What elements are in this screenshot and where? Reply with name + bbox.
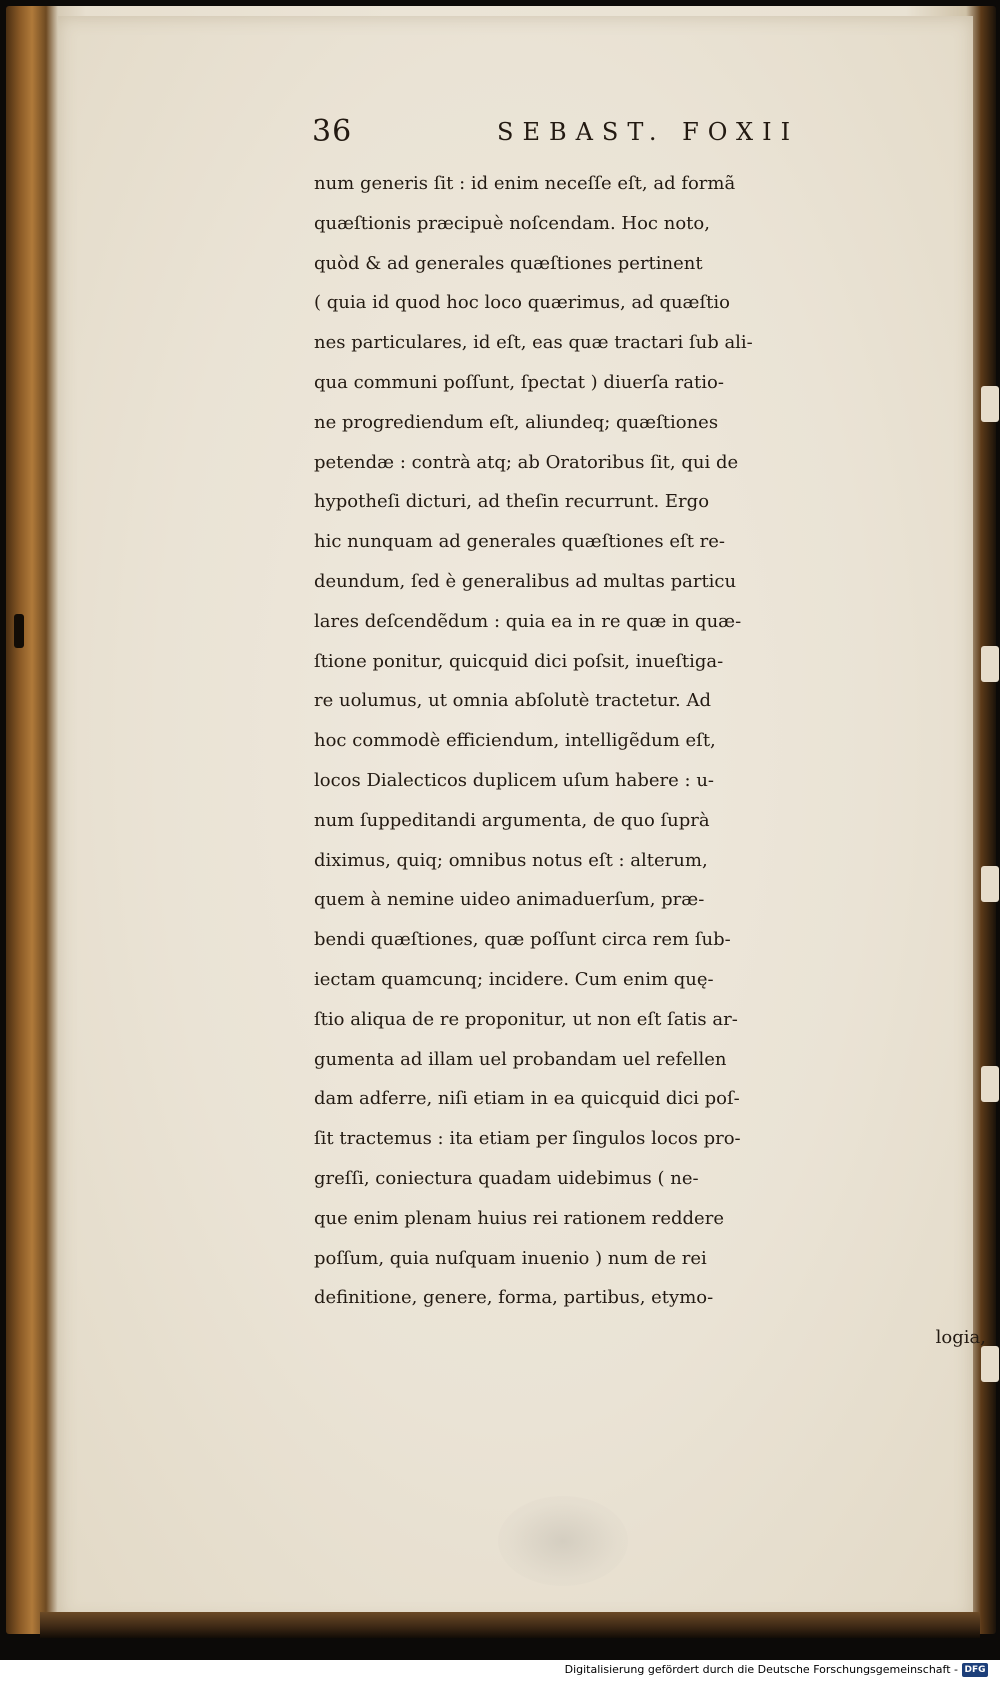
digitization-footer	[0, 1660, 1000, 1681]
text-line: hic nunquam ad generales quæſtiones eſt re-	[314, 531, 726, 553]
text-line: poſſum, quia nuſquam inuenio ) num de rei	[314, 1247, 707, 1269]
text-line: nes particulares, id eſt, eas quæ tractari ſub ali-	[314, 332, 753, 354]
text-line: num generis ſit : id enim neceſſe eſt, ad formã	[314, 173, 736, 194]
funding-credit: Digitalisierung gefördert durch die Deutsche Forschungsgemeinschaft -	[564, 1663, 958, 1676]
text-line: qua communi poſſunt, ſpectat ) diuerſa ratio-	[314, 371, 724, 393]
text-line: petendæ : contrà atq; ab Oratoribus ſit, qui de	[314, 451, 739, 473]
text-line: dam adferre, niſi etiam in ea quicquid dici poſ-	[314, 1088, 740, 1110]
text-line: ne progrediendum eſt, aliundeq; quæſtiones	[314, 411, 719, 433]
text-line: ſit tractemus : ita etiam per ſingulos locos pro-	[314, 1128, 741, 1150]
text-line: quòd & ad generales quæſtiones pertinent	[314, 252, 703, 274]
text-line: locos Dialecticos duplicem uſum habere : u-	[314, 769, 714, 791]
text-line: hoc commodè efficiendum, intelligẽdum eſt,	[314, 730, 716, 752]
text-line: num ſuppeditandi argumenta, de quo ſuprà	[314, 809, 710, 831]
paper-stain	[498, 1496, 628, 1586]
text-line: que enim plenam huius rei rationem reddere	[314, 1207, 724, 1229]
text-line: gumenta ad illam uel probandam uel refellen	[314, 1048, 727, 1070]
dfg-logo: DFG	[962, 1663, 988, 1677]
text-line: definitione, genere, forma, partibus, etymo-	[314, 1287, 714, 1309]
running-head: SEBAST. FOXII	[497, 118, 800, 146]
catchword: logia,	[935, 1327, 986, 1349]
text-line: deundum, ſed è generalibus ad multas particu	[314, 570, 737, 592]
text-line: quem à nemine uideo animaduerſum, præ-	[314, 889, 705, 911]
text-line: iectam quamcunq; incidere. Cum enim quę-	[314, 968, 714, 990]
text-line: diximus, quiq; omnibus notus eſt : alterum,	[314, 849, 708, 871]
page-number: 36	[312, 114, 353, 149]
text-line: ſtio aliqua de re proponitur, ut non eſt ſatis ar-	[314, 1008, 738, 1030]
text-line: hypotheſi dicturi, ad theſin recurrunt. Ergo	[314, 491, 710, 513]
margin-mark	[14, 614, 24, 648]
text-line: quæſtionis præcipuè noſcendam. Hoc noto,	[314, 212, 710, 234]
text-line: lares deſcendẽdum : quia ea in re quæ in quæ-	[314, 610, 742, 632]
book-bottom-edge	[40, 1612, 980, 1638]
page-header	[312, 114, 852, 154]
text-line: greſſi, coniectura quadam uidebimus ( ne-	[314, 1167, 699, 1189]
text-line: bendi quæſtiones, quæ poſſunt circa rem ſub-	[314, 929, 731, 951]
body-text	[314, 164, 990, 1358]
text-line: re uolumus, ut omnia abſolutè tractetur. Ad	[314, 690, 712, 712]
text-line: ſtione ponitur, quicquid dici poſsit, inueſtiga-	[314, 650, 724, 672]
text-line: ( quia id quod hoc loco quærimus, ad quæſtio	[314, 292, 730, 314]
